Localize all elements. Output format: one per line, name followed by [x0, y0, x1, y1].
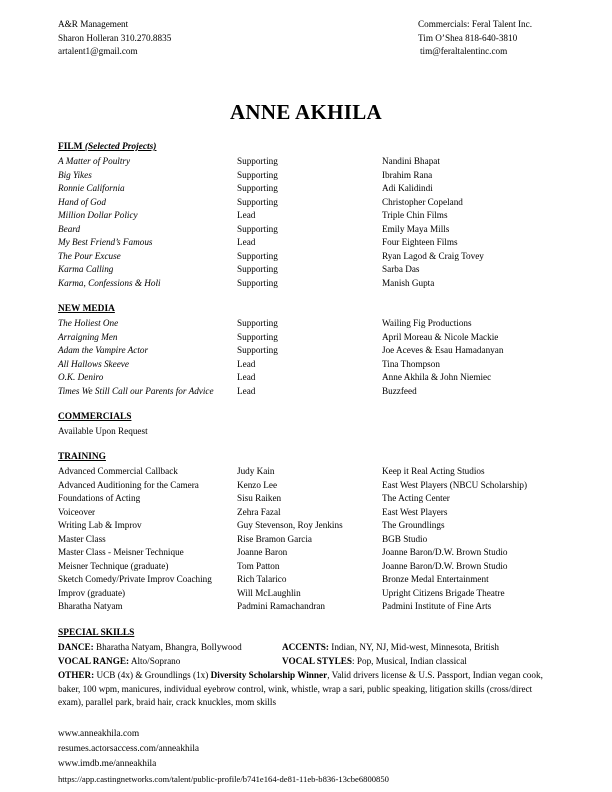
vocal-styles-label: VOCAL STYLES — [282, 656, 353, 666]
agency-name: A&R Management — [58, 19, 129, 29]
film-title: Hand of God — [58, 196, 106, 207]
film-row — [58, 223, 578, 237]
new-media-title: All Hallows Skeeve — [58, 358, 129, 369]
training-school: Padmini Institute of Fine Arts — [382, 601, 492, 611]
accents-label: ACCENTS: — [282, 642, 329, 652]
training-row — [58, 506, 578, 520]
dance-value: Bharatha Natyam, Bhangra, Bollywood — [93, 642, 242, 652]
new-media-row — [58, 344, 578, 358]
training-row — [58, 560, 578, 574]
training-class: Master Class - Meisner Technique — [58, 547, 184, 557]
training-class: Improv (graduate) — [58, 587, 126, 598]
film-role: Supporting — [237, 183, 278, 193]
training-class: Master Class — [58, 533, 106, 544]
film-director: Sarba Das — [382, 264, 420, 274]
agent-email[interactable]: artalent1@gmail.com — [58, 46, 138, 56]
training-school: The Groundlings — [382, 520, 445, 530]
training-instructor: Rich Talarico — [237, 574, 287, 584]
new-media-director: Tina Thompson — [382, 358, 440, 369]
special-skills-heading: SPECIAL SKILLS — [58, 628, 135, 638]
training-class: Advanced Auditioning for the Camera — [58, 479, 199, 490]
film-title: Karma, Confessions & Holi — [58, 277, 161, 288]
film-row — [58, 263, 578, 277]
training-class: Voiceover — [58, 506, 96, 517]
new-media-heading: NEW MEDIA — [58, 304, 115, 314]
scholarship-award: Diversity Scholarship Winner — [210, 670, 328, 680]
other-text-2: , Valid drivers license & U.S. Passport, Indian vegan cook, baker, 100 wpm, manicures, individual eyebrow control, wink, whistle, wrap a sari, public speaking, litigation skills (cross/direct exam), parallel park, braid hair, crack knuckles, mom skills — [58, 670, 543, 707]
training-class: Bharatha Natyam — [58, 601, 123, 611]
new-media-role: Supporting — [237, 345, 278, 355]
new-media-row — [58, 331, 578, 345]
film-title: Ronnie California — [58, 183, 125, 193]
training-instructor: Will McLaughlin — [237, 587, 301, 598]
film-row — [58, 236, 578, 250]
film-role: Supporting — [237, 250, 278, 261]
film-director: Christopher Copeland — [382, 196, 463, 207]
new-media-role: Supporting — [237, 318, 278, 328]
new-media-row — [58, 385, 578, 399]
new-media-director: Buzzfeed — [382, 385, 417, 396]
new-media-role: Supporting — [237, 331, 278, 342]
new-media-row — [58, 371, 578, 385]
accents-value: Indian, NY, NJ, Mid-west, Minnesota, British — [328, 642, 500, 652]
film-row — [58, 209, 578, 223]
film-director: Nandini Bhapat — [382, 156, 440, 166]
training-row — [58, 600, 578, 614]
film-title: Karma Calling — [58, 264, 114, 274]
training-school: Joanne Baron/D.W. Brown Studio — [382, 560, 508, 571]
training-school: Bronze Medal Entertainment — [382, 574, 489, 584]
training-instructor: Sisu Raiken — [237, 493, 282, 503]
new-media-director: Wailing Fig Productions — [382, 318, 472, 328]
other-text-1: UCB (4x) & Groundlings (1x) — [94, 670, 211, 680]
film-subheading: (Selected Projects) — [84, 142, 157, 152]
film-row — [58, 277, 578, 291]
training-class: Writing Lab & Improv — [58, 520, 142, 530]
training-row — [58, 587, 578, 601]
training-row — [58, 479, 578, 493]
commercial-agent-email[interactable]: tim@feraltalentinc.com — [420, 46, 508, 56]
website-link[interactable]: www.anneakhila.com — [58, 729, 140, 739]
film-director: Emily Maya Mills — [382, 223, 450, 234]
training-instructor: Tom Patton — [237, 560, 280, 571]
training-instructor: Joanne Baron — [237, 547, 288, 557]
vocal-range-skills — [58, 655, 180, 669]
new-media-title: O.K. Deniro — [58, 372, 104, 382]
new-media-title: Times We Still Call our Parents for Advice — [58, 385, 214, 396]
film-role: Supporting — [237, 223, 278, 234]
film-role: Supporting — [237, 169, 278, 180]
film-row — [58, 182, 578, 196]
film-row — [58, 196, 578, 210]
training-instructor: Rise Bramon Garcia — [237, 533, 313, 544]
commercial-agent-block — [418, 18, 532, 59]
film-director: Manish Gupta — [382, 277, 435, 288]
new-media-role: Lead — [237, 358, 256, 369]
film-row — [58, 169, 578, 183]
actors-access-link[interactable]: resumes.actorsaccess.com/anneakhila — [58, 744, 200, 754]
training-class: Meisner Technique (graduate) — [58, 560, 169, 571]
training-class: Foundations of Acting — [58, 493, 141, 503]
new-media-title: The Holiest One — [58, 318, 119, 328]
commercial-agent-phone: Tim O’Shea 818-640-3810 — [418, 32, 518, 43]
new-media-role: Lead — [237, 372, 256, 382]
training-instructor: Padmini Ramachandran — [237, 601, 326, 611]
vocal-range-value: Alto/Soprano — [129, 656, 181, 666]
film-role: Supporting — [237, 196, 278, 207]
imdb-link[interactable]: www.imdb.me/anneakhila — [58, 759, 157, 769]
film-row — [58, 250, 578, 264]
vocal-range-label: VOCAL RANGE: — [58, 656, 130, 666]
training-school: The Acting Center — [382, 493, 450, 503]
film-director: Ryan Lagod & Craig Tovey — [382, 250, 484, 261]
other-label: OTHER: — [58, 670, 95, 680]
accents-skills — [282, 641, 499, 655]
film-title: Beard — [58, 223, 81, 234]
other-skills — [58, 669, 558, 710]
dance-skills — [58, 641, 242, 655]
training-row — [58, 573, 578, 587]
film-title: My Best Friend’s Famous — [58, 237, 153, 247]
film-role: Lead — [237, 210, 256, 220]
film-row — [58, 155, 578, 169]
film-title: Big Yikes — [58, 169, 92, 180]
film-title: A Matter of Poultry — [58, 156, 131, 166]
new-media-title: Arraigning Men — [58, 331, 118, 342]
training-instructor: Kenzo Lee — [237, 479, 278, 490]
new-media-row — [58, 358, 578, 372]
training-row — [58, 465, 578, 479]
film-role: Supporting — [237, 156, 278, 166]
new-media-role: Lead — [237, 385, 256, 396]
film-heading — [58, 142, 156, 152]
new-media-row — [58, 317, 578, 331]
commercials-text: Available Upon Request — [58, 426, 148, 436]
training-row — [58, 519, 578, 533]
training-school: Joanne Baron/D.W. Brown Studio — [382, 547, 508, 557]
film-role: Supporting — [237, 264, 278, 274]
training-school: East West Players (NBCU Scholarship) — [382, 479, 528, 490]
training-school: East West Players — [382, 506, 448, 517]
training-instructor: Guy Stevenson, Roy Jenkins — [237, 520, 343, 530]
training-school: Upright Citizens Brigade Theatre — [382, 587, 505, 598]
training-school: BGB Studio — [382, 533, 428, 544]
new-media-director: April Moreau & Nicole Mackie — [382, 331, 499, 342]
film-heading-label: FILM — [58, 142, 83, 152]
training-row — [58, 546, 578, 560]
new-media-title: Adam the Vampire Actor — [58, 345, 149, 355]
film-director: Triple Chin Films — [382, 210, 448, 220]
film-role: Supporting — [237, 277, 278, 288]
vocal-styles-skills — [282, 655, 467, 669]
film-title: The Pour Excuse — [58, 250, 121, 261]
vocal-styles-value: : Pop, Musical, Indian classical — [352, 656, 467, 666]
commercials-heading: COMMERCIALS — [58, 412, 132, 422]
film-title: Million Dollar Policy — [58, 210, 138, 220]
actor-name: ANNE AKHILA — [229, 100, 383, 124]
training-school: Keep it Real Acting Studios — [382, 466, 485, 476]
film-director: Adi Kalidindi — [382, 183, 433, 193]
film-director: Four Eighteen Films — [382, 237, 458, 247]
film-director: Ibrahim Rana — [382, 169, 433, 180]
agent-contact-block — [58, 18, 171, 59]
dance-label: DANCE: — [58, 642, 94, 652]
training-instructor: Zehra Fazal — [237, 506, 281, 517]
training-class: Sketch Comedy/Private Improv Coaching — [58, 574, 212, 584]
training-heading: TRAINING — [58, 452, 106, 462]
training-instructor: Judy Kain — [237, 466, 275, 476]
training-class: Advanced Commercial Callback — [58, 466, 178, 476]
commercial-agency: Commercials: Feral Talent Inc. — [418, 19, 532, 29]
casting-networks-link[interactable]: https://app.castingnetworks.com/talent/public-profile/b741e164-de81-11eb-b836-13cbe6800850 — [58, 774, 389, 784]
new-media-director: Anne Akhila & John Niemiec — [382, 372, 492, 382]
agent-phone: Sharon Holleran 310.270.8835 — [58, 32, 172, 43]
new-media-director: Joe Aceves & Esau Hamadanyan — [382, 345, 504, 355]
training-row — [58, 533, 578, 547]
film-role: Lead — [237, 237, 256, 247]
training-row — [58, 492, 578, 506]
